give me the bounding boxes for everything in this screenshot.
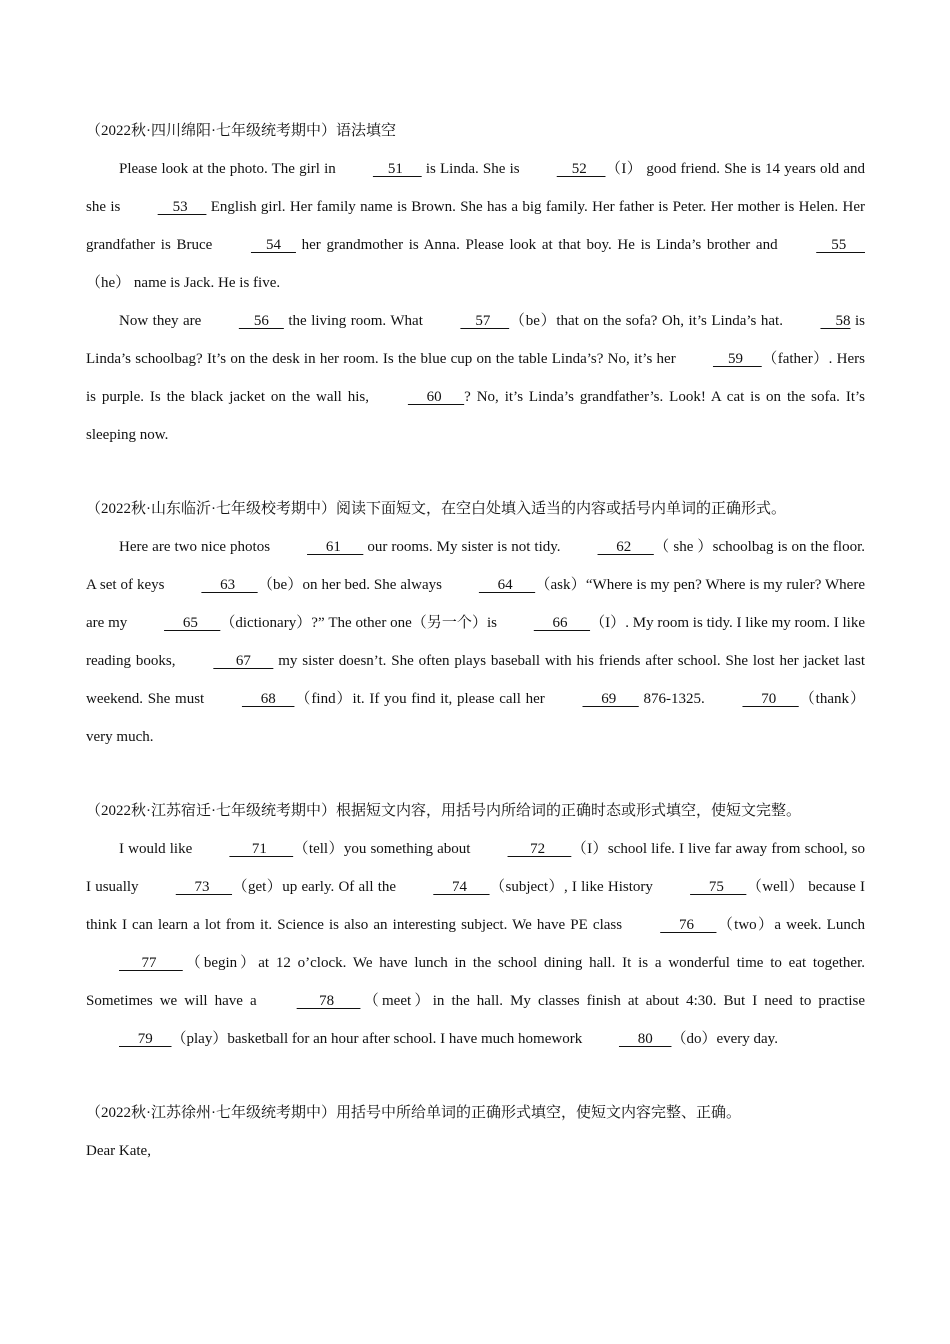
answer-blank[interactable]: 53 bbox=[157, 199, 207, 215]
passage-text: （begin）at 12 o’clock. We have lunch in the school dining hall. It is a wonderful time to eat together. Sometimes we will have a bbox=[86, 955, 865, 1009]
answer-blank[interactable]: 51 bbox=[372, 161, 422, 177]
passage-text: English girl. Her family name is Brown. She has a big family. Her father is Peter. Her mother is Helen. Her grandfather is Bruce bbox=[86, 199, 865, 253]
answer-blank[interactable]: 74 bbox=[433, 879, 490, 895]
exercise-paragraph bbox=[86, 150, 865, 302]
exercise-paragraph bbox=[86, 302, 865, 454]
passage-text: ? No, it’s Linda’s grandfather’s. Look! A cat is on the sofa. It’s sleeping now. bbox=[86, 389, 865, 443]
passage-text: （thank）very much. bbox=[86, 691, 865, 745]
answer-blank[interactable]: 68 bbox=[241, 691, 295, 707]
passage-text: 876-1325. bbox=[638, 691, 710, 707]
passage-text: I would like bbox=[119, 841, 197, 857]
answer-blank[interactable]: 67 bbox=[213, 653, 274, 669]
passage-text: Now they are bbox=[119, 313, 206, 329]
answer-blank[interactable]: 63 bbox=[201, 577, 258, 593]
passage-text: （I）school life. I live far away from school, so I usually bbox=[86, 841, 865, 895]
answer-blank[interactable]: 64 bbox=[478, 577, 536, 593]
passage-text: （get）up early. Of all the bbox=[232, 879, 401, 895]
answer-blank[interactable]: 60 bbox=[407, 389, 465, 405]
passage-text: （be）on her bed. She always bbox=[257, 577, 446, 593]
exercise-heading: （2022秋·江苏宿迁·七年级统考期中）根据短文内容，用括号内所给词的正确时态或形式填空，使短文完整。 bbox=[86, 803, 801, 819]
document-page bbox=[86, 112, 865, 1170]
answer-blank[interactable]: 61 bbox=[307, 539, 364, 555]
passage-text: Here are two nice photos bbox=[119, 539, 275, 555]
passage-text: the living room. What bbox=[283, 313, 428, 329]
exercise-paragraph bbox=[86, 528, 865, 756]
answer-blank[interactable]: 77 bbox=[119, 955, 183, 971]
passage-text: （ she ）schoolbag is on the floor. A set of keys bbox=[86, 539, 865, 593]
answer-blank[interactable]: 72 bbox=[507, 841, 572, 857]
answer-blank[interactable]: 75 bbox=[690, 879, 747, 895]
answer-blank[interactable]: 79 bbox=[119, 1031, 172, 1047]
answer-blank[interactable]: 70 bbox=[742, 691, 799, 707]
answer-blank[interactable]: 66 bbox=[533, 615, 591, 631]
answer-blank[interactable]: 76 bbox=[660, 917, 717, 933]
exercise-heading: （2022秋·四川绵阳·七年级统考期中）语法填空 bbox=[86, 123, 396, 139]
passage-text: is Linda’s schoolbag? It’s on the desk in her room. Is the blue cup on the table Linda’s? No, it’s her bbox=[86, 313, 865, 367]
answer-blank[interactable]: 55 bbox=[816, 237, 865, 253]
passage-text: （I） good friend. She is 14 years old and she is bbox=[86, 161, 866, 215]
answer-blank[interactable]: 80 bbox=[618, 1031, 672, 1047]
passage-text: （I）. My room is tidy. I like my room. I like reading books, bbox=[86, 615, 866, 669]
answer-blank[interactable]: 78 bbox=[296, 993, 361, 1009]
passage-text: our rooms. My sister is not tidy. bbox=[363, 539, 565, 555]
answer-blank[interactable]: 54 bbox=[250, 237, 296, 253]
answer-blank[interactable]: 73 bbox=[175, 879, 233, 895]
passage-text: （he） name is Jack. He is five. bbox=[86, 275, 281, 291]
passage-text: Please look at the photo. The girl in bbox=[119, 161, 340, 177]
exercise-heading: （2022秋·江苏徐州·七年级统考期中）用括号中所给单词的正确形式填空，使短文内容完整、正确。 bbox=[86, 1105, 741, 1121]
answer-blank[interactable]: 69 bbox=[582, 691, 639, 707]
answer-blank[interactable]: 52 bbox=[556, 161, 606, 177]
passage-text: （ask）“Where is my pen? Where is my ruler? Where are my bbox=[86, 577, 865, 631]
passage-text: is Linda. She is bbox=[421, 161, 524, 177]
exercise-paragraph bbox=[86, 830, 865, 1058]
passage-text: （subject）, I like History bbox=[489, 879, 658, 895]
exercise-heading: （2022秋·山东临沂·七年级校考期中）阅读下面短文，在空白处填入适当的内容或括号内单词的正确形式。 bbox=[86, 501, 786, 517]
passage-text: （father）. Hers is purple. Is the black jacket on the wall his, bbox=[86, 351, 865, 405]
passage-text: （dictionary）?” The other one（另一个）is bbox=[220, 615, 501, 631]
passage-text: （find）it. If you find it, please call her bbox=[294, 691, 550, 707]
passage-text: her grandmother is Anna. Please look at that boy. He is Linda’s brother and bbox=[295, 237, 784, 253]
letter-greeting: Dear Kate, bbox=[86, 1143, 151, 1159]
passage-text: （tell）you something about bbox=[293, 841, 475, 857]
passage-text: （do）every day. bbox=[671, 1031, 778, 1047]
passage-text: （two）a week. Lunch bbox=[716, 917, 865, 933]
passage-text: （play）basketball for an hour after school. I have much homework bbox=[171, 1031, 586, 1047]
answer-blank[interactable]: 57 bbox=[460, 313, 510, 329]
passage-text: （well） because I think I can learn a lot from it. Science is also an interesting subject. We have PE class bbox=[86, 879, 865, 933]
answer-blank[interactable]: 59 bbox=[712, 351, 762, 367]
passage-text: my sister doesn’t. She often plays baseball with his friends after school. She lost her jacket last weekend. She must bbox=[86, 653, 865, 707]
answer-blank[interactable]: 58 bbox=[820, 313, 851, 329]
passage-text: （be）that on the sofa? Oh, it’s Linda’s hat. bbox=[509, 313, 788, 329]
passage-text: （meet）in the hall. My classes finish at about 4:30. But I need to practise bbox=[360, 993, 866, 1009]
answer-blank[interactable]: 56 bbox=[238, 313, 284, 329]
answer-blank[interactable]: 65 bbox=[164, 615, 221, 631]
answer-blank[interactable]: 71 bbox=[229, 841, 294, 857]
answer-blank[interactable]: 62 bbox=[597, 539, 654, 555]
